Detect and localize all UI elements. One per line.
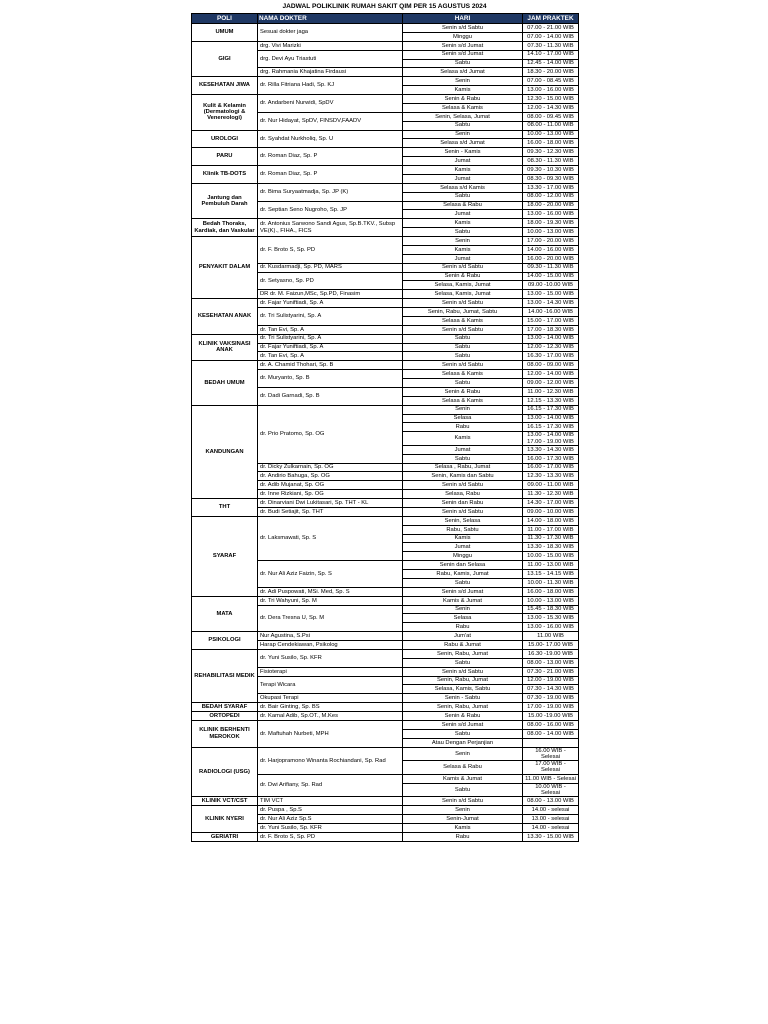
time-cell: 10.00 - 15.00 WIB: [523, 552, 579, 561]
poli-cell: SYARAF: [192, 516, 258, 596]
time-cell: 16.00 WIB - Selesai: [523, 747, 579, 761]
poli-cell: BEDAH SYARAF: [192, 703, 258, 712]
day-cell: Sabtu: [403, 729, 523, 738]
doctor-cell: dr. Kusdarmadji, Sp. PD, MARS: [258, 263, 403, 272]
time-cell: 13.30 - 17.00 WIB: [523, 183, 579, 192]
doctor-cell: dr. Tan Evi, Sp. A: [258, 352, 403, 361]
day-cell: Jumat: [403, 445, 523, 454]
time-cell: 14.10 - 17.00 WIB: [523, 50, 579, 59]
day-cell: Senin: [403, 237, 523, 246]
day-cell: Senin: [403, 747, 523, 761]
time-cell: 11.00 WIB - Selesai: [523, 774, 579, 783]
doctor-cell: dr. Rilla Fitriana Hadi, Sp. KJ: [258, 77, 403, 95]
doctor-cell: dr. Muryanto, Sp. B: [258, 370, 403, 388]
table-row: [192, 219, 579, 228]
day-cell: Sabtu: [403, 454, 523, 463]
day-cell: Rabu: [403, 623, 523, 632]
poli-cell: MATA: [192, 596, 258, 632]
doctor-cell: dr. Tri Sulistyarini, Sp. A: [258, 334, 403, 343]
doctor-cell: dr. A. Chamid Thohari, Sp. B: [258, 361, 403, 370]
day-cell: Selasa & Kamis: [403, 370, 523, 379]
day-cell: Senin s/d Sabtu: [403, 667, 523, 676]
time-cell: 07.00 - 14.00 WIB: [523, 32, 579, 41]
doctor-cell: dr. Tri Sulistyarini, Sp. A: [258, 308, 403, 326]
schedule-table: [191, 13, 579, 842]
day-cell: Senin s/d Sabtu: [403, 299, 523, 308]
time-cell: 16.00 - 18.00 WIB: [523, 139, 579, 148]
doctor-cell: dr. Setyasno, Sp. PD: [258, 272, 403, 290]
day-cell: Selasa, Kamis, Jumat: [403, 290, 523, 299]
table-row: [192, 183, 579, 192]
time-cell: 07.30 - 21.00 WIB: [523, 667, 579, 676]
poli-cell: REHABILITASI MEDIK: [192, 649, 258, 702]
day-cell: Senin s/d Sabtu: [403, 263, 523, 272]
doctor-cell: dr. Yuni Susilo, Sp. KFR: [258, 823, 403, 832]
doctor-cell: Terapi Wicara: [258, 676, 403, 694]
table-header-row: [192, 14, 579, 24]
day-cell: Selasa , Rabu, Jumat: [403, 463, 523, 472]
poli-cell: UROLOGI: [192, 130, 258, 148]
doctor-cell: dr. Yuni Susilo, Sp. KFR: [258, 649, 403, 667]
table-row: [192, 166, 579, 175]
time-cell: 13.30 - 14.30 WIB: [523, 445, 579, 454]
day-cell: Senin - Sabtu: [403, 694, 523, 703]
time-cell: 16.15 - 17.30 WIB: [523, 405, 579, 414]
day-cell: Senin, Rabu, Jumat: [403, 676, 523, 685]
day-cell: Senin s/d Sabtu: [403, 24, 523, 33]
doctor-cell: dr. Septian Seno Nugroho, Sp. JP: [258, 201, 403, 219]
day-cell: Senin s/d Sabtu: [403, 797, 523, 806]
table-row: [192, 130, 579, 139]
poli-cell: PSIKOLOGI: [192, 632, 258, 650]
poli-cell: RADIOLOGI (USG): [192, 747, 258, 797]
poli-cell: Jantung dan Pembuluh Darah: [192, 183, 258, 219]
day-cell: Minggu: [403, 32, 523, 41]
time-cell: 15.00- 17.00 WIB: [523, 641, 579, 650]
day-cell: Senin: [403, 806, 523, 815]
time-cell: 09.30 - 12.30 WIB: [523, 148, 579, 157]
poli-cell: KESEHATAN JIWA: [192, 77, 258, 95]
doctor-cell: dr. Nur Ali Aziz Faizin, Sp. S: [258, 561, 403, 588]
doctor-cell: dr. Syahdat Nurkholiq, Sp. U: [258, 130, 403, 148]
day-cell: Senin s/d Jumat: [403, 41, 523, 50]
table-row: [192, 596, 579, 605]
doctor-cell: dr. Laksmawati, Sp. S: [258, 516, 403, 560]
time-cell: 07.30 - 11.30 WIB: [523, 41, 579, 50]
time-cell: 09.30 - 10.30 WIB: [523, 166, 579, 175]
time-cell: 12.00 - 19.00 WIB: [523, 676, 579, 685]
time-cell: 16.00 - 17.30 WIB: [523, 454, 579, 463]
doctor-cell: dr. Dwi Arifiany, Sp. Rad: [258, 774, 403, 796]
table-row: [192, 516, 579, 525]
day-cell: Kamis: [403, 219, 523, 228]
time-cell: 08.30 - 09.30 WIB: [523, 174, 579, 183]
day-cell: Senin, Rabu, Jumat: [403, 703, 523, 712]
day-cell: Senin, Rabu, Jumat: [403, 649, 523, 658]
table-row: [192, 806, 579, 815]
day-cell: Kamis: [403, 534, 523, 543]
header-doctor: NAMA DOKTER: [258, 14, 403, 24]
time-cell: 08.00 - 14.00 WIB: [523, 729, 579, 738]
table-row: [192, 649, 579, 658]
time-cell: 10.00 - 13.00 WIB: [523, 228, 579, 237]
time-cell: 07.30 - 19.00 WIB: [523, 694, 579, 703]
time-cell: 13.00 - 16.00 WIB: [523, 210, 579, 219]
time-cell: 09.00 -10.00 WIB: [523, 281, 579, 290]
day-cell: Kamis & Jumat: [403, 774, 523, 783]
day-cell: Jumat: [403, 543, 523, 552]
day-cell: Selasa & Rabu: [403, 761, 523, 775]
day-cell: Rabu: [403, 423, 523, 432]
day-cell: Senin: [403, 130, 523, 139]
doctor-cell: dr. Dicky Zulkarnain, Sp. OG: [258, 463, 403, 472]
day-cell: Senin, Rabu, Jumat, Sabtu: [403, 308, 523, 317]
time-cell: 13.00 - 15.30 WIB: [523, 614, 579, 623]
doctor-cell: dr. Andirio Bahuga, Sp. OG: [258, 472, 403, 481]
day-cell: Senin s/d Jumat: [403, 587, 523, 596]
doctor-cell: dr. Maftuhah Nurbeti, MPH: [258, 720, 403, 747]
day-cell: Selasa & Kamis: [403, 103, 523, 112]
day-cell: Sabtu: [403, 343, 523, 352]
day-cell: Sabtu: [403, 121, 523, 130]
doctor-cell: Harap Cendekiawan, Psikolog: [258, 641, 403, 650]
doctor-cell: dr. Tri Wahyuni, Sp. M: [258, 596, 403, 605]
day-cell: Senin dan Rabu: [403, 499, 523, 508]
day-cell: Senin: [403, 405, 523, 414]
day-cell: Sabtu: [403, 379, 523, 388]
day-cell: Rabu & Jumat: [403, 641, 523, 650]
doctor-cell: dr. Bima Suryaatmadja, Sp. JP (K): [258, 183, 403, 201]
table-row: [192, 712, 579, 721]
time-cell: 09.30 - 11.30 WIB: [523, 263, 579, 272]
day-cell: Senin: [403, 77, 523, 86]
poli-cell: ORTOPEDI: [192, 712, 258, 721]
day-cell: Senin s/d Sabtu: [403, 481, 523, 490]
poli-cell: Klinik TB-DOTS: [192, 166, 258, 184]
doctor-cell: dr. Nur Hidayat, SpDV, FINSDV,FAADV: [258, 112, 403, 130]
time-cell: 12.30 - 13.30 WIB: [523, 472, 579, 481]
time-cell: 14.00 - 15.00 WIB: [523, 272, 579, 281]
time-cell: 08.00 - 13.00 WIB: [523, 658, 579, 667]
doctor-cell: dr. Roman Diaz, Sp. P: [258, 148, 403, 166]
time-cell: 12.30 - 15.00 WIB: [523, 95, 579, 104]
day-cell: Selasa, Kamis, Sabtu: [403, 685, 523, 694]
day-cell: Jumat: [403, 157, 523, 166]
doctor-cell: dr. Fajar Yuniftiadi, Sp. A: [258, 343, 403, 352]
day-cell: Senin & Rabu: [403, 712, 523, 721]
day-cell: Selasa & Kamis: [403, 396, 523, 405]
poli-cell: Kulit & Kelamin (Dermatologi & Venereologi): [192, 95, 258, 131]
poli-cell: GIGI: [192, 41, 258, 77]
table-row: [192, 720, 579, 729]
doctor-cell: dr. Prio Pratomo, Sp. OG: [258, 405, 403, 463]
table-row: [192, 41, 579, 50]
day-cell: Senin s/d Sabtu: [403, 325, 523, 334]
header-day: HARI: [403, 14, 523, 24]
time-cell: 08.00 - 09.45 WIB: [523, 112, 579, 121]
time-cell: 08.00 - 13.00 WIB: [523, 797, 579, 806]
table-row: [192, 747, 579, 761]
doctor-cell: dr. Bair Ginting, Sp. BS: [258, 703, 403, 712]
time-cell: 08.00 - 11.00 WIB: [523, 121, 579, 130]
doctor-cell: dr. Dera Tresna U, Sp. M: [258, 605, 403, 632]
day-cell: Selasa & Rabu: [403, 201, 523, 210]
table-row: [192, 24, 579, 33]
doctor-cell: drg. Devi Ayu Triastuti: [258, 50, 403, 68]
time-cell: 14.00 - selesai: [523, 806, 579, 815]
time-cell: 12.15 - 13.30 WIB: [523, 396, 579, 405]
day-cell: Selasa & Kamis: [403, 316, 523, 325]
day-cell: Minggu: [403, 552, 523, 561]
table-row: [192, 148, 579, 157]
doctor-cell: dr. Dinarviani Dwi Lukitasari, Sp. THT - KL: [258, 499, 403, 508]
time-cell: 12.00 - 12.30 WIB: [523, 343, 579, 352]
doctor-cell: Sesuai dokter jaga: [258, 24, 403, 42]
day-cell: Senin & Rabu: [403, 95, 523, 104]
table-row: [192, 77, 579, 86]
time-cell: 11.30 - 17.30 WIB: [523, 534, 579, 543]
table-row: [192, 703, 579, 712]
table-row: [192, 405, 579, 414]
day-cell: Kamis: [403, 245, 523, 254]
day-cell: Senin dan Selasa: [403, 561, 523, 570]
poli-cell: BEDAH UMUM: [192, 361, 258, 405]
time-cell: 18.30 - 20.00 WIB: [523, 68, 579, 77]
time-cell: 11.00 - 17.00 WIB: [523, 525, 579, 534]
time-cell: 12.00 - 14.30 WIB: [523, 103, 579, 112]
day-cell: Rabu: [403, 832, 523, 841]
day-cell: Sabtu: [403, 658, 523, 667]
time-cell: 08.00 - 09.00 WIB: [523, 361, 579, 370]
doctor-cell: DR dr. M. Faizun,MSc, Sp.PD, Finasim: [258, 290, 403, 299]
day-cell: Jumat: [403, 174, 523, 183]
table-row: [192, 95, 579, 104]
poli-cell: THT: [192, 499, 258, 517]
day-cell: Senin, Selasa, Jumat: [403, 112, 523, 121]
doctor-cell: dr. Fajar Yuniftiadi, Sp. A: [258, 299, 403, 308]
time-cell: 08.30 - 11.30 WIB: [523, 157, 579, 166]
doctor-cell: Okupasi Terapi: [258, 694, 403, 703]
time-cell: 18.00 - 19.30 WIB: [523, 219, 579, 228]
poli-cell: KANDUNGAN: [192, 405, 258, 498]
day-cell: Sabtu: [403, 59, 523, 68]
time-cell: 10.00 - 13.00 WIB: [523, 130, 579, 139]
doctor-cell: dr. Harjopramono Winanta Rochiandani, Sp. Rad: [258, 747, 403, 774]
table-row: [192, 334, 579, 343]
day-cell: Kamis & Jumat: [403, 596, 523, 605]
doctor-cell: Fisioterapi: [258, 667, 403, 676]
doctor-cell: dr. Adi Puspowati, MSi. Med, Sp. S: [258, 587, 403, 596]
time-cell: 11.00 WIB: [523, 632, 579, 641]
day-cell: Senin: [403, 605, 523, 614]
schedule-sheet: [191, 0, 578, 842]
time-cell: 13.00 - 16.00 WIB: [523, 623, 579, 632]
time-cell: 09.00 - 10.00 WIB: [523, 507, 579, 516]
table-row: [192, 832, 579, 841]
time-cell: 12.00 - 14.00 WIB: [523, 370, 579, 379]
day-cell: Sabtu: [403, 783, 523, 797]
day-cell: Selasa: [403, 414, 523, 423]
poli-cell: Bedah Thoraks, Kardiak, dan Vaskular: [192, 219, 258, 237]
doctor-cell: dr. F. Broto S, Sp. PD: [258, 832, 403, 841]
day-cell: Jum'at: [403, 632, 523, 641]
doctor-cell: dr. Kamal Adib, Sp.OT., M.Kes: [258, 712, 403, 721]
time-cell: 10.00 WIB - Selesai: [523, 783, 579, 797]
time-cell: 15.00 -19.00 WIB: [523, 712, 579, 721]
day-cell: Selasa, Rabu: [403, 490, 523, 499]
time-cell: 11.00 - 12.30 WIB: [523, 387, 579, 396]
doctor-cell: drg. Vivi Marizki: [258, 41, 403, 50]
time-cell: 11.30 - 12.30 WIB: [523, 490, 579, 499]
day-cell: Sabtu: [403, 578, 523, 587]
time-cell: 16.15 - 17.30 WIB: [523, 423, 579, 432]
day-cell: Rabu, Sabtu: [403, 525, 523, 534]
time-cell: 10.00 - 13.00 WIB: [523, 596, 579, 605]
doctor-cell: Nur Agustina, S.Psi: [258, 632, 403, 641]
time-cell: 09.00 - 11.00 WIB: [523, 481, 579, 490]
day-cell: Kamis: [403, 166, 523, 175]
poli-cell: KESEHATAN ANAK: [192, 299, 258, 335]
poli-cell: KLINIK VAKSINASI ANAK: [192, 334, 258, 361]
doctor-cell: dr. F. Broto S, Sp. PD: [258, 237, 403, 264]
time-cell: 13.00 - 14.00 WIB: [523, 414, 579, 423]
day-cell: Senin & Rabu: [403, 272, 523, 281]
table-row: [192, 797, 579, 806]
doctor-cell: dr. Budi Setiajit, Sp. THT: [258, 507, 403, 516]
time-cell: 18.00 - 20.00 WIB: [523, 201, 579, 210]
day-cell: Selasa: [403, 614, 523, 623]
time-cell: 13.30 - 18.30 WIB: [523, 543, 579, 552]
table-row: [192, 237, 579, 246]
day-cell: Sabtu: [403, 334, 523, 343]
time-cell: 14.00 - 18.00 WIB: [523, 516, 579, 525]
day-cell: Kamis: [403, 432, 523, 446]
doctor-cell: dr. Andarbeni Nurwidi, SpDV: [258, 95, 403, 113]
day-cell: Sabtu: [403, 228, 523, 237]
time-cell: 13.00 - 15.00 WIB: [523, 290, 579, 299]
day-cell: Atau Dengan Perjanjian: [403, 738, 523, 747]
schedule-body: [192, 24, 579, 842]
table-row: [192, 299, 579, 308]
time-cell: 14.30 - 17.00 WIB: [523, 499, 579, 508]
time-cell: 14.00 - selesai: [523, 823, 579, 832]
day-cell: Jumat: [403, 210, 523, 219]
doctor-cell: dr. Antonius Sarwono Sandi Agus, Sp.B.TKV., Subsp VE(K)., FIHA., FICS: [258, 219, 403, 237]
time-cell: 16.00 - 20.00 WIB: [523, 254, 579, 263]
time-cell: 17.00 - 18.30 WIB: [523, 325, 579, 334]
time-cell: 14.00 - 16.00 WIB: [523, 245, 579, 254]
doctor-cell: dr. Adib Mujanat, Sp. OG: [258, 481, 403, 490]
time-cell: [523, 738, 579, 747]
time-cell: 13.00 - 14.30 WIB: [523, 299, 579, 308]
table-row: [192, 499, 579, 508]
day-cell: Selasa, Kamis, Jumat: [403, 281, 523, 290]
time-cell: 16.00 - 18.00 WIB: [523, 587, 579, 596]
day-cell: Senin s/d Sabtu: [403, 361, 523, 370]
time-cell: 17.00 - 20.00 WIB: [523, 237, 579, 246]
time-cell: 16.00 - 17.00 WIB: [523, 463, 579, 472]
time-cell: 07.00 - 21.00 WIB: [523, 24, 579, 33]
time-cell: 16.30 -19.00 WIB: [523, 649, 579, 658]
poli-cell: KLINIK NYERI: [192, 806, 258, 833]
header-poli: POLI: [192, 14, 258, 24]
day-cell: Kamis: [403, 823, 523, 832]
page-title: JADWAL POLIKLINIK RUMAH SAKIT QIM PER 15 AGUSTUS 2024: [282, 3, 487, 10]
time-cell: 16.30 - 17.00 WIB: [523, 352, 579, 361]
time-cell: 13.00 - 14.00 WIB 17.00 - 19.00 WIB: [523, 432, 579, 446]
doctor-cell: drg. Rahmania Khajatina Firdausi: [258, 68, 403, 77]
time-cell: 08.00 - 16.00 WIB: [523, 720, 579, 729]
time-cell: 09.00 - 12.00 WIB: [523, 379, 579, 388]
doctor-cell: dr. Dadi Garnadi, Sp. B: [258, 387, 403, 405]
poli-cell: UMUM: [192, 24, 258, 42]
day-cell: Senin - Kamis: [403, 148, 523, 157]
poli-cell: KLINIK BERHENTI MEROKOK: [192, 720, 258, 747]
time-cell: 13.00 - 14.00 WIB: [523, 334, 579, 343]
day-cell: Senin s/d Jumat: [403, 720, 523, 729]
time-cell: 12.45 - 14.00 WIB: [523, 59, 579, 68]
poli-cell: PARU: [192, 148, 258, 166]
time-cell: 15.45 - 18.30 WIB: [523, 605, 579, 614]
time-cell: 11.00 - 13.00 WIB: [523, 561, 579, 570]
doctor-cell: dr. Puspa , Sp.S: [258, 806, 403, 815]
day-cell: Sabtu: [403, 352, 523, 361]
day-cell: Senin, Kamis dan Sabtu: [403, 472, 523, 481]
day-cell: Senin s/d Jumat: [403, 50, 523, 59]
poli-cell: GERIATRI: [192, 832, 258, 841]
day-cell: Selasa s/d Jumat: [403, 139, 523, 148]
time-cell: 10.00 - 11.30 WIB: [523, 578, 579, 587]
table-row: [192, 361, 579, 370]
header-time: JAM PRAKTEK: [523, 14, 579, 24]
poli-cell: PENYAKIT DALAM: [192, 237, 258, 299]
day-cell: Senin & Rabu: [403, 387, 523, 396]
day-cell: Senin, Selasa: [403, 516, 523, 525]
time-cell: 15.00 - 17.00 WIB: [523, 316, 579, 325]
table-row: [192, 632, 579, 641]
time-cell: 13.00 - selesai: [523, 815, 579, 824]
time-cell: 08.00 - 12.00 WIB: [523, 192, 579, 201]
day-cell: Jumat: [403, 254, 523, 263]
day-cell: Senin-Jumat: [403, 815, 523, 824]
time-cell: 13.00 - 16.00 WIB: [523, 86, 579, 95]
doctor-cell: TIM VCT: [258, 797, 403, 806]
time-cell: 13.30 - 15.00 WIB: [523, 832, 579, 841]
time-cell: 07.00 - 08.45 WIB: [523, 77, 579, 86]
day-cell: Rabu, Kamis, Jumat: [403, 570, 523, 579]
day-cell: Sabtu: [403, 192, 523, 201]
time-cell: 17.00 WIB - Selesai: [523, 761, 579, 775]
poli-cell: KLINIK VCT/CST: [192, 797, 258, 806]
day-cell: Kamis: [403, 86, 523, 95]
day-cell: Selasa s/d Jumat: [403, 68, 523, 77]
time-cell: 17.00 - 19.00 WIB: [523, 703, 579, 712]
time-cell: 14.00 -16.00 WIB: [523, 308, 579, 317]
time-cell: 13.15 - 14.15 WIB: [523, 570, 579, 579]
doctor-cell: dr. Tan Evi, Sp. A: [258, 325, 403, 334]
time-cell: 07.30 - 14.30 WIB: [523, 685, 579, 694]
day-cell: Selasa s/d Kamis: [403, 183, 523, 192]
doctor-cell: dr. Nur Ali Aziz Sp.S: [258, 815, 403, 824]
doctor-cell: dr. Inne Rizkiani, Sp. OG: [258, 490, 403, 499]
day-cell: Senin s/d Sabtu: [403, 507, 523, 516]
doctor-cell: dr. Roman Diaz, Sp. P: [258, 166, 403, 184]
